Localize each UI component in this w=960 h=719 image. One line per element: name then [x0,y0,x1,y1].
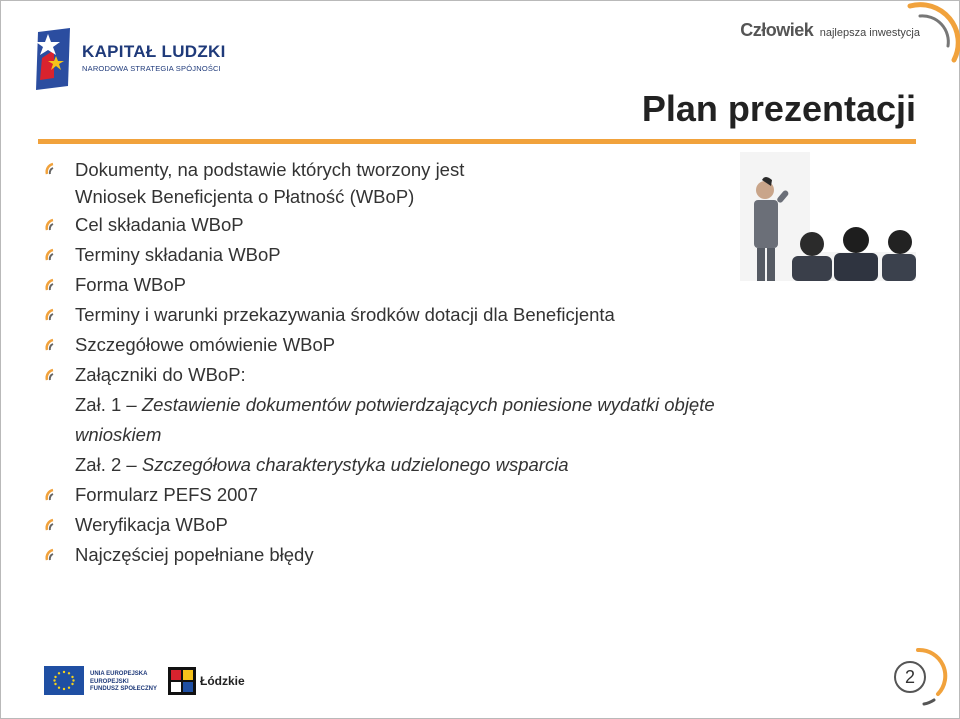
bullet-icon [44,518,58,532]
attachment-title: – Szczegółowa charakterystyka udzielonego wsparcia [126,454,569,475]
attachment-continuation: wnioskiem [75,424,162,445]
bullet-icon [44,368,58,382]
list-item-text: Terminy i warunki przekazywania środków dotacji dla Beneficjenta [75,304,615,325]
page-number: 2 [894,661,926,693]
list-item [44,156,744,210]
bullet-icon [44,548,58,562]
bullet-list [44,156,744,570]
list-item [44,360,744,390]
czlowiek-logo-main: Człowiek [740,20,814,40]
list-item [44,210,744,240]
list-item-text: Forma WBoP [75,274,187,295]
list-item [44,240,744,270]
list-item [44,330,744,360]
eu-label-line: EUROPEJSKI [90,678,129,685]
attachment-prefix: Zał. 2 [75,454,127,475]
kapital-ludzki-title: KAPITAŁ LUDZKI [82,42,226,61]
czlowiek-logo-tagline: najlepsza inwestycja [819,27,920,39]
attachment-item-continuation [44,420,744,450]
list-item [44,540,744,570]
bullet-icon [44,162,58,176]
bullet-icon [44,308,58,322]
eu-label-line: UNIA EUROPEJSKA [90,671,148,677]
bullet-icon [44,488,58,502]
list-item-text: Weryfikacja WBoP [75,514,228,535]
bullet-icon [44,248,58,262]
list-item-text: Cel składania WBoP [75,214,244,235]
kapital-ludzki-logo [34,28,234,92]
list-item [44,300,744,330]
list-item-text: Najczęściej popełniane błędy [75,544,314,565]
slide-title: Plan prezentacji [641,88,916,129]
attachment-line [75,394,715,415]
bullet-icon [44,218,58,232]
kapital-ludzki-mark-icon [34,28,74,90]
list-item-line: Wniosek Beneficjenta o Płatność (WBoP) [75,186,415,207]
list-item [44,510,744,540]
list-item [44,480,744,510]
title-underline [38,139,916,144]
attachment-line [75,454,569,475]
orange-arc-icon [880,0,960,80]
bullet-icon [44,278,58,292]
list-item [44,270,744,300]
attachment-prefix: Zał. 1 [75,394,127,415]
list-item-text: Szczegółowe omówienie WBoP [75,334,336,355]
list-item-text: Załączniki do WBoP: [75,364,246,385]
kapital-ludzki-subtitle: NARODOWA STRATEGIA SPÓJNOŚCI [82,64,221,73]
attachment-item [44,390,744,420]
attachment-title: – Zestawienie dokumentów potwierdzających poniesione wydatki objęte [126,394,715,415]
eu-label-line: FUNDUSZ SPOŁECZNY [90,686,158,692]
attachment-item [44,450,744,480]
eu-label [90,671,157,694]
list-item-text: Terminy składania WBoP [75,244,281,265]
lodzkie-logo-icon [168,667,196,695]
list-item-line: Dokumenty, na podstawie których tworzony jest [75,159,465,180]
bullet-icon [44,338,58,352]
list-item-text: Formularz PEFS 2007 [75,484,259,505]
eu-flag-icon [44,666,84,695]
lodzkie-label: Łódzkie [200,674,245,688]
